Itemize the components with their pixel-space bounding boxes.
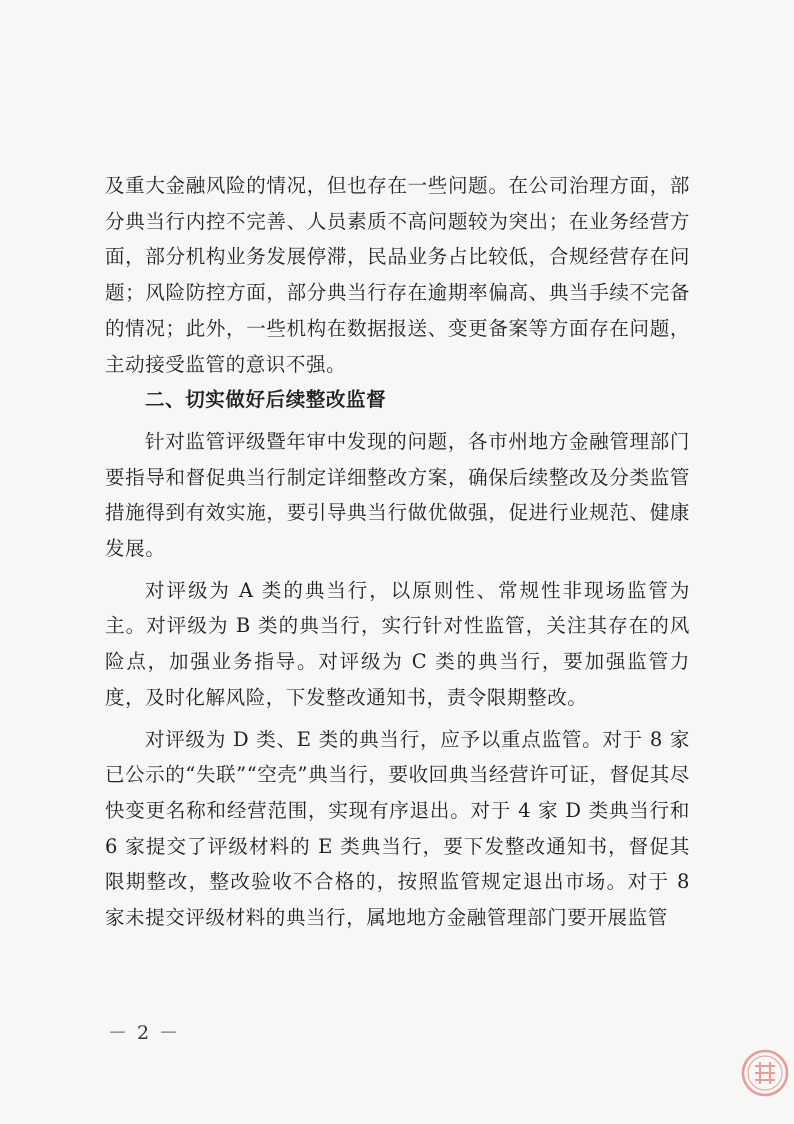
paragraph-4: 对评级为 D 类、E 类的典当行，应予以重点监管。对于 8 家已公示的“失联”“空壳”典当行，要收回典当经营许可证，督促其尽快变更名称和经营范围，实现有序退出。对于 4 家 D 类典当行和 6 家提交了评级材料的 E 类典当行，要下发整改通知书，督促其限期整改，整改验收不合格的，按照监管规定退出市场。对于 8 家未提交评级材料的典当行，属地地方金融管理部门要开展监管 bbox=[105, 727, 690, 930]
paragraph-1: 及重大金融风险的情况，但也存在一些问题。在公司治理方面，部分典当行内控不完善、人员素质不高问题较为突出；在业务经营方面，部分机构业务发展停滞，民品业务占比较低，合规经营存在问题；风险防控方面，部分典当行存在逾期率偏高、典当手续不完备的情况；此外，一些机构在数据报送、变更备案等方面存在问题，主动接受监管的意识不强。 bbox=[105, 174, 690, 376]
paragraph-2: 针对监管评级暨年审中发现的问题，各市州地方金融管理部门要指导和督促典当行制定详细整改方案，确保后续整改及分类监管措施得到有效实施，要引导典当行做优做强，促进行业规范、健康发展。 bbox=[105, 429, 690, 561]
seal-stamp-icon bbox=[740, 1048, 790, 1098]
document-body bbox=[105, 168, 690, 936]
paragraph-3: 对评级为 A 类的典当行，以原则性、常规性非现场监管为主。对评级为 B 类的典当行，实行针对性监管，关注其存在的风险点，加强业务指导。对评级为 C 类的典当行，要加强监管力度，及时化解风险，下发整改通知书，责令限期整改。 bbox=[105, 578, 690, 709]
page-number: － 2 － bbox=[108, 1022, 181, 1044]
section-heading: 二、切实做好后续整改监督 bbox=[145, 388, 387, 412]
